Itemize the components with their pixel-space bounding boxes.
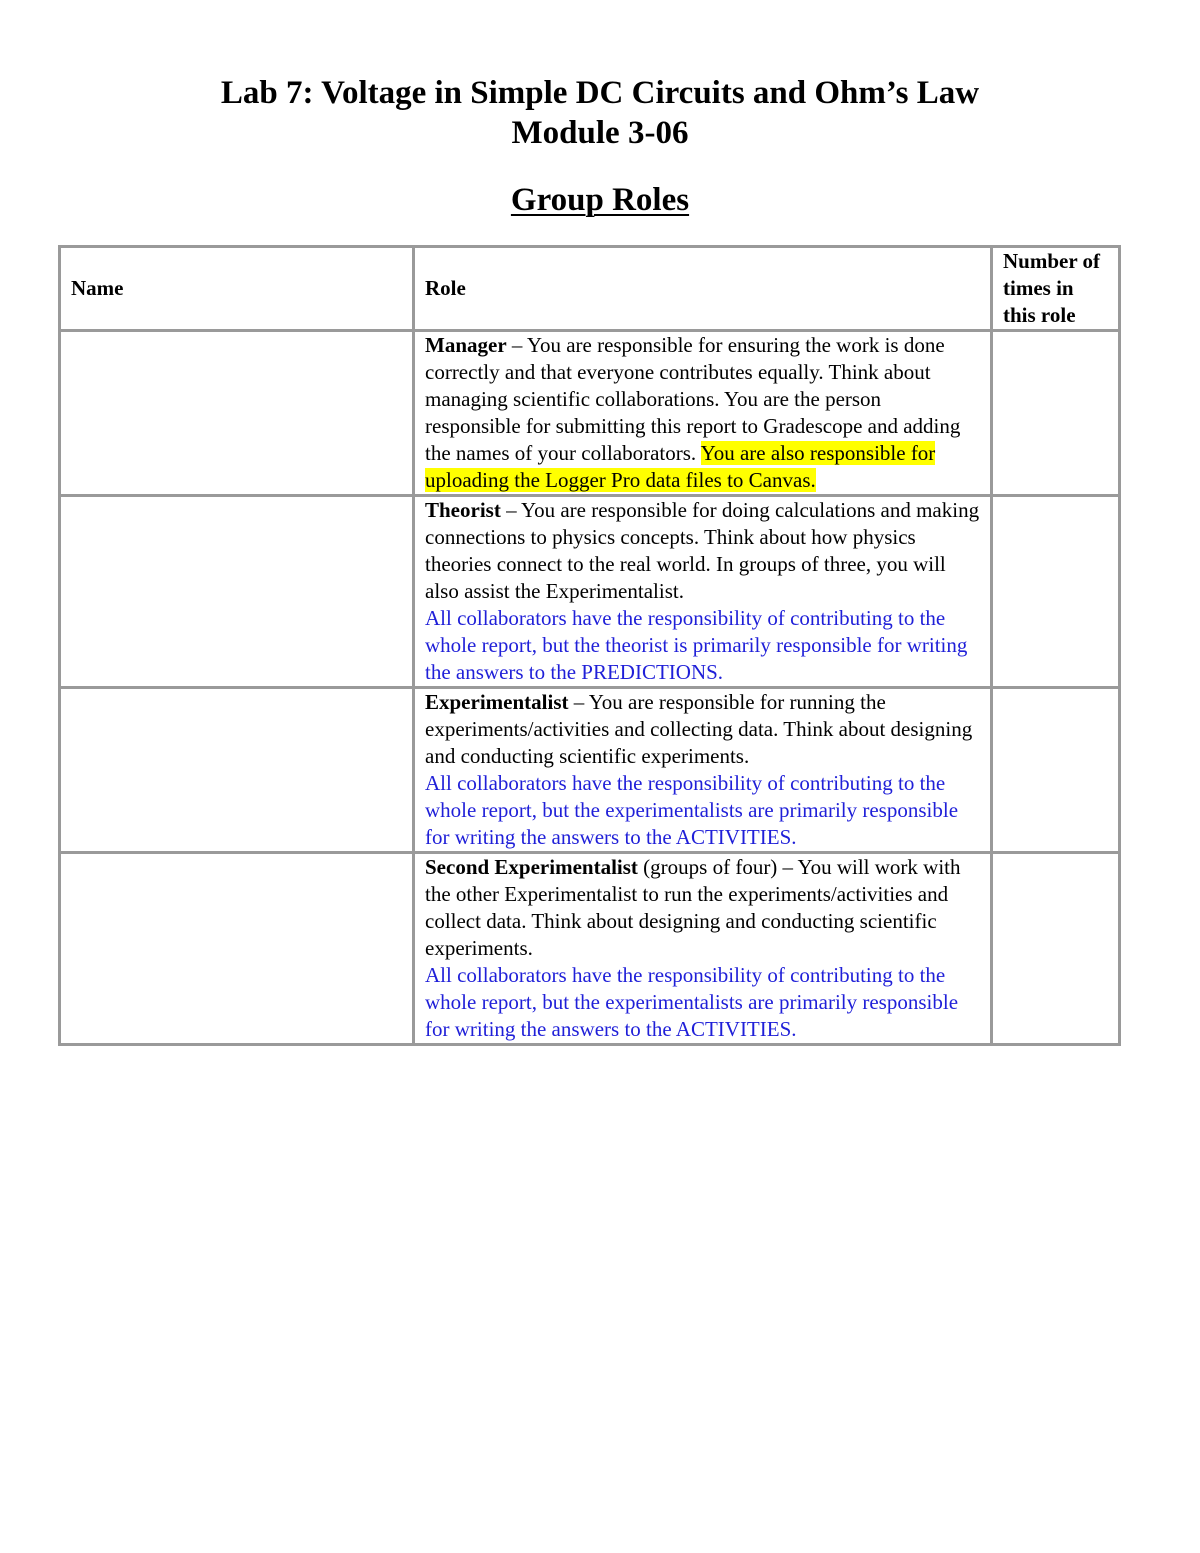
- role-cell-second-experimentalist: [414, 853, 992, 1045]
- role-title: Second Experimentalist: [425, 855, 638, 879]
- role-cell-theorist: [414, 496, 992, 688]
- role-description: – You are responsible for running the experiments/activities and collecting data. Think about designing and conducting scientific experiments.: [425, 690, 973, 768]
- count-cell[interactable]: [992, 853, 1120, 1045]
- role-title: Theorist: [425, 498, 501, 522]
- header-role: Role: [414, 247, 992, 331]
- module-subtitle: Module 3-06: [511, 115, 689, 151]
- role-title: Experimentalist: [425, 690, 569, 714]
- table-row: [60, 331, 1120, 496]
- header-count: Number of times in this role: [992, 247, 1120, 331]
- table-row: [60, 688, 1120, 853]
- name-cell[interactable]: [60, 853, 414, 1045]
- role-note: All collaborators have the responsibility of contributing to the whole report, but the experimentalists are primarily responsible for writing the answers to the ACTIVITIES.: [425, 963, 959, 1041]
- table-row: [60, 496, 1120, 688]
- role-description: – You are responsible for ensuring the work is done correctly and that everyone contributes equally. Think about managing scientific collaborations. You are the person responsible for submitting this report to Gradescope and adding the names of your collaborators.: [425, 333, 961, 465]
- group-roles-table: [58, 245, 1121, 1046]
- name-cell[interactable]: [60, 688, 414, 853]
- highlighted-text: You are also responsible for uploading the Logger Pro data files to Canvas.: [425, 441, 936, 492]
- role-description: (groups of four) – You will work with the other Experimentalist to run the experiments/activities and collect data. Think about designing and conducting scientific experiments.: [425, 855, 961, 960]
- count-cell[interactable]: [992, 688, 1120, 853]
- name-cell[interactable]: [60, 496, 414, 688]
- group-roles-heading: Group Roles: [510, 182, 690, 218]
- table-row: [60, 853, 1120, 1045]
- document-title: Lab 7: Voltage in Simple DC Circuits and Ohm’s Law: [220, 75, 980, 111]
- role-note: All collaborators have the responsibility of contributing to the whole report, but the theorist is primarily responsible for writing the answers to the PREDICTIONS.: [425, 606, 968, 684]
- role-title: Manager: [425, 333, 507, 357]
- role-cell-manager: [414, 331, 992, 496]
- table-header-row: [60, 247, 1120, 331]
- name-cell[interactable]: [60, 331, 414, 496]
- role-cell-experimentalist: [414, 688, 992, 853]
- role-note: All collaborators have the responsibility of contributing to the whole report, but the experimentalists are primarily responsible for writing the answers to the ACTIVITIES.: [425, 771, 959, 849]
- role-description: – You are responsible for doing calculations and making connections to physics concepts. Think about how physics theories connect to the real world. In groups of three, you will also assist the Experimentalist.: [425, 498, 980, 603]
- header-name: Name: [60, 247, 414, 331]
- count-cell[interactable]: [992, 496, 1120, 688]
- count-cell[interactable]: [992, 331, 1120, 496]
